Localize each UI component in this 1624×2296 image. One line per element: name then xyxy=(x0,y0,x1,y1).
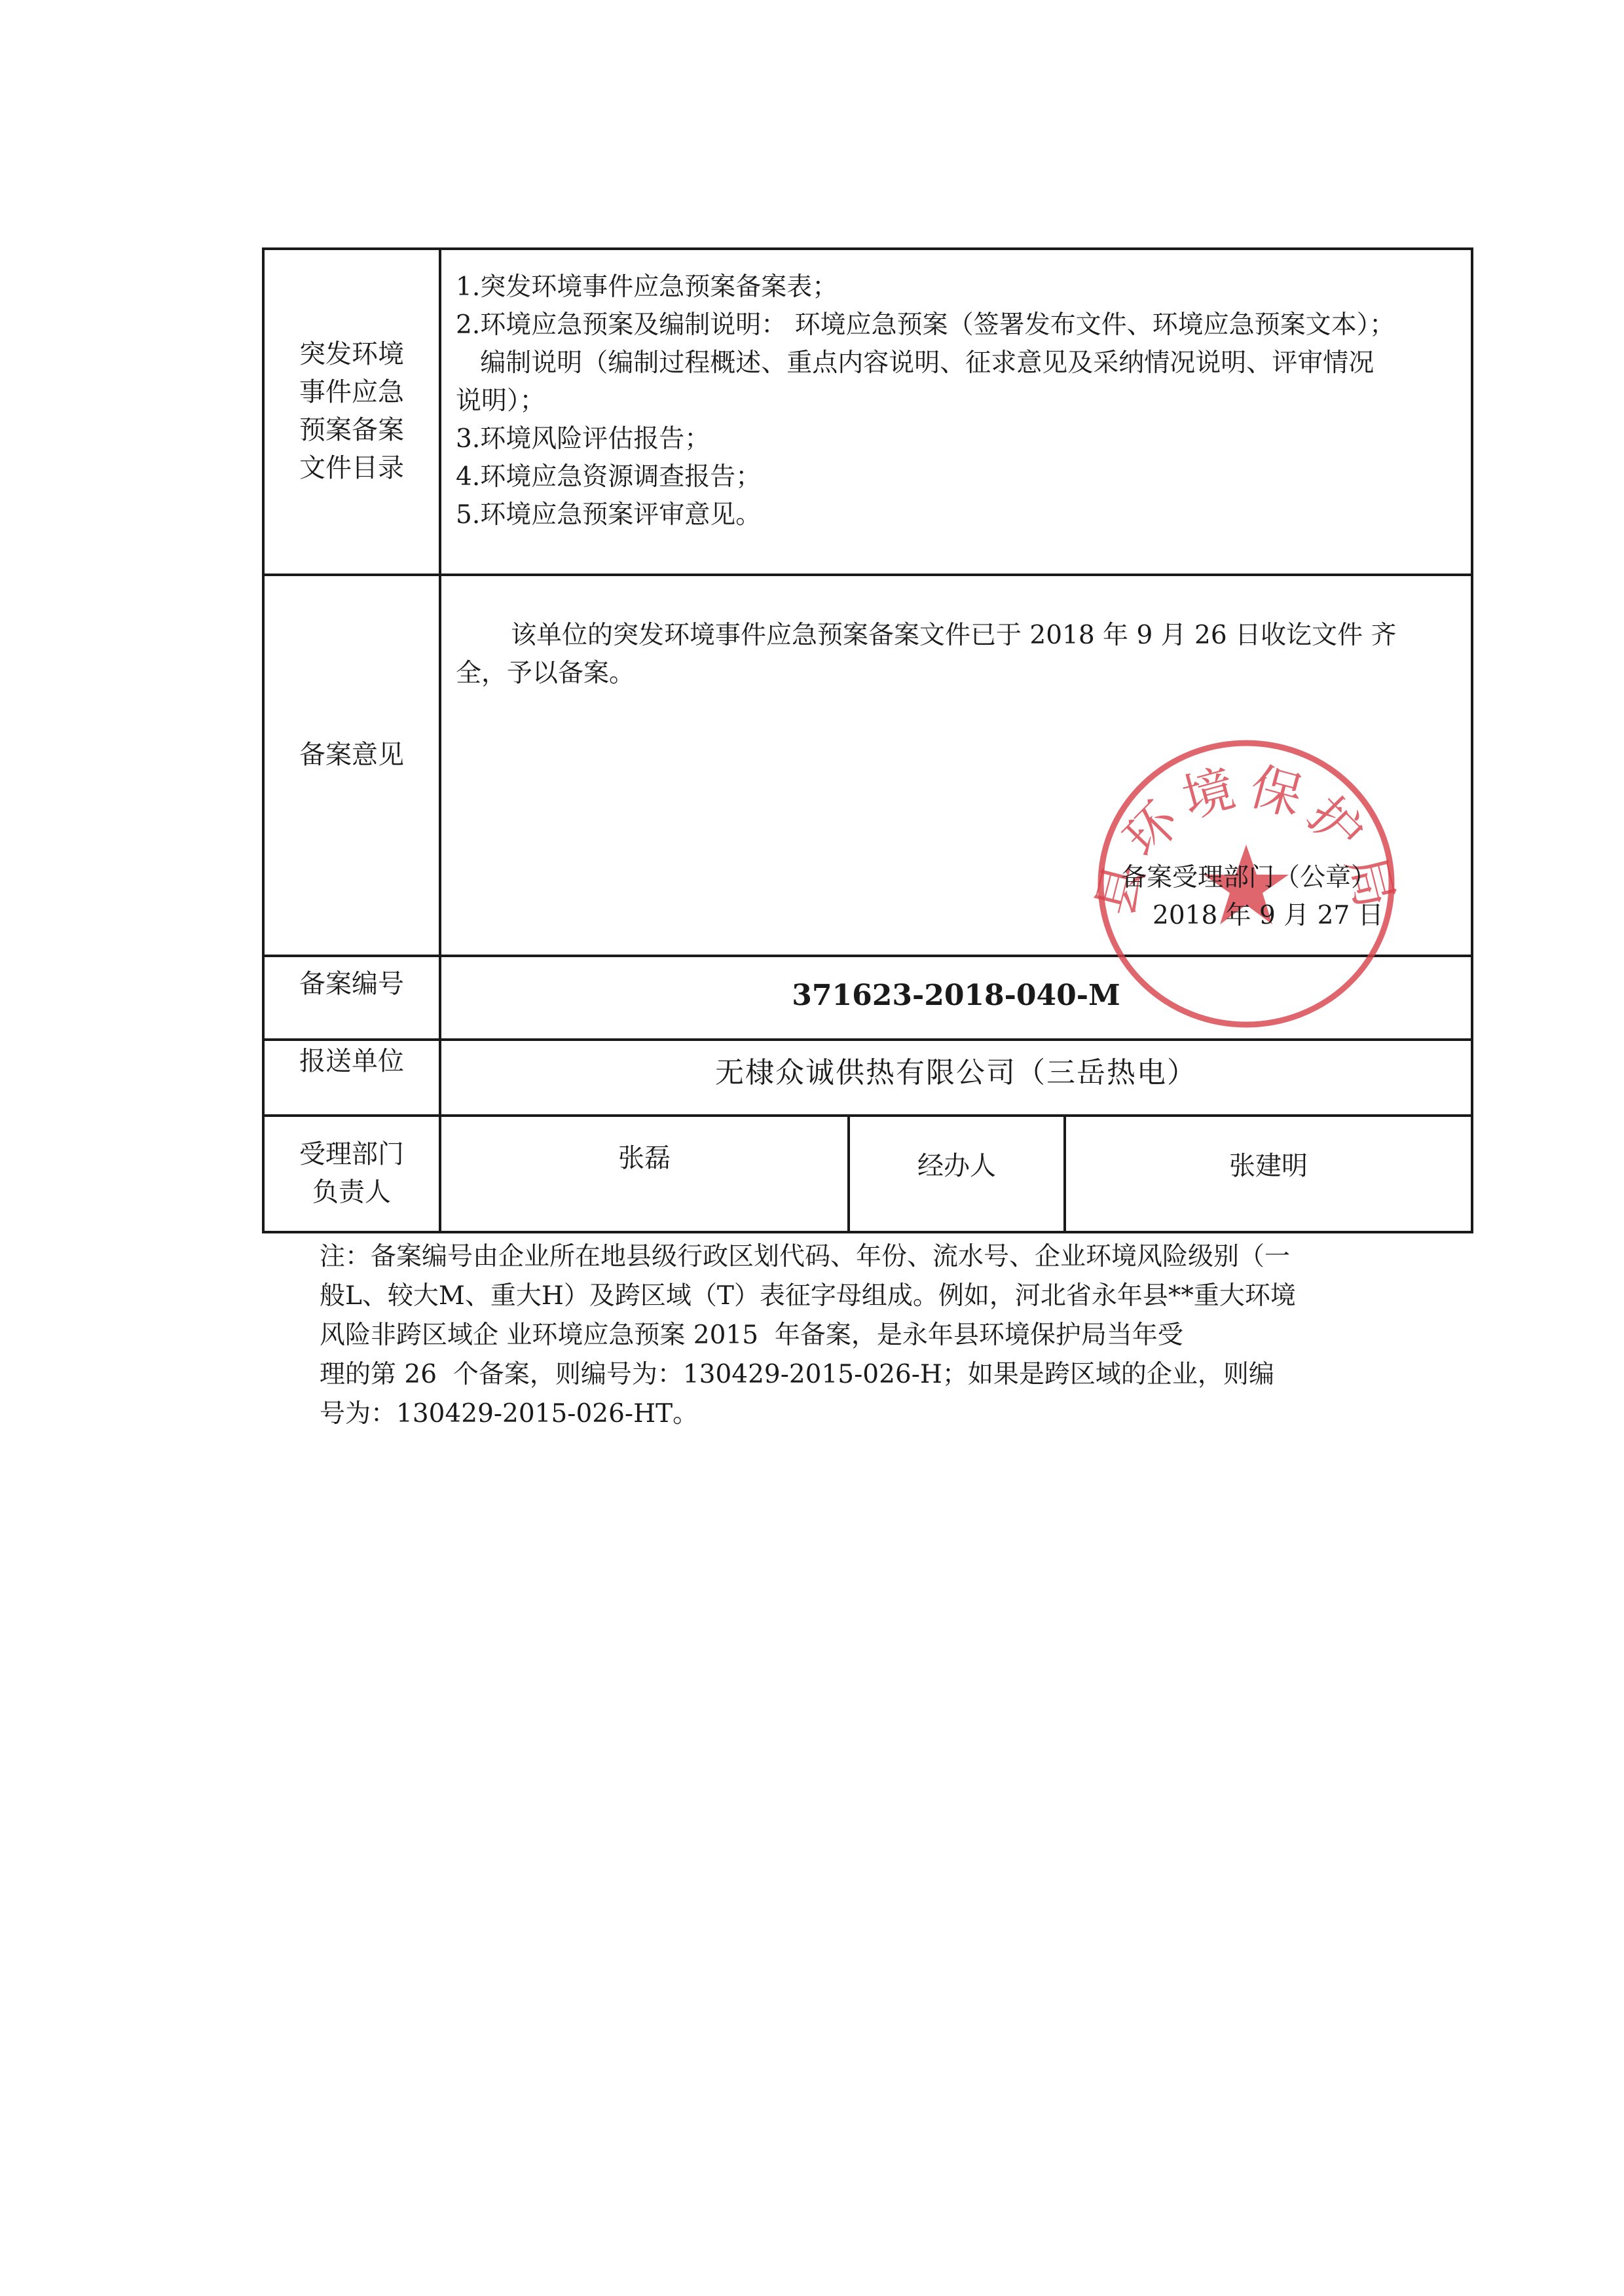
record-number-label: 备案编号 xyxy=(299,969,404,999)
responsible-label-line: 受理部门 xyxy=(299,1139,404,1169)
catalog-item: 3.环境风险评估报告； xyxy=(456,424,710,454)
catalog-label xyxy=(265,335,439,487)
catalog-item: 4.环境应急资源调查报告； xyxy=(456,462,762,492)
catalog-item: 编制说明（编制过程概述、重点内容说明、征求意见及采纳情况说明、评审情况 xyxy=(456,348,1375,378)
responsible-label xyxy=(265,1135,439,1211)
catalog-label-line: 突发环境 xyxy=(299,339,404,369)
opinion-date: 2018 年 9 月 27 日 xyxy=(1153,901,1384,930)
catalog-item: 1.突发环境事件应急预案备案表； xyxy=(456,272,838,302)
table-bottom-border xyxy=(262,1231,1473,1233)
note-line: 理的第 26 个备案，则编号为：130429-2015-026-H；如果是跨区域的企业，则编 xyxy=(320,1360,1274,1389)
note-line: 注：备案编号由企业所在地县级行政区划代码、年份、流水号、企业环境风险级别（一 xyxy=(320,1242,1291,1271)
responsible-label-line: 负责人 xyxy=(312,1177,391,1207)
seal-text: 县环境保护局 xyxy=(1092,757,1400,922)
note-line: 风险非跨区域企 业环境应急预案 2015 年备案，是永年县环境保护局当年受 xyxy=(320,1321,1183,1350)
row-divider-3 xyxy=(262,1038,1473,1041)
submitting-unit-value: 无棣众诚供热有限公司（三岳热电） xyxy=(715,1056,1197,1089)
opinion-label: 备案意见 xyxy=(299,740,404,770)
opinion-text-line: 全，予以备案。 xyxy=(456,659,635,688)
opinion-text-line: 该单位的突发环境事件应急预案备案文件已于 2018 年 9 月 26 日收讫文件 齐 xyxy=(511,621,1397,650)
responsible-name: 张磊 xyxy=(618,1143,671,1173)
catalog-item: 5.环境应急预案评审意见。 xyxy=(456,500,762,530)
note-line: 号为：130429-2015-026-HT。 xyxy=(320,1399,699,1429)
catalog-item: 说明）； xyxy=(456,386,545,416)
handler-name: 张建明 xyxy=(1229,1151,1308,1181)
note-line: 般L、较大M、重大H）及跨区域（T）表征字母组成。例如，河北省永年县**重大环境 xyxy=(320,1281,1296,1311)
table-top-border xyxy=(262,247,1473,250)
record-number-value: 371623-2018-040-M xyxy=(792,979,1120,1012)
handler-label: 经办人 xyxy=(917,1151,996,1181)
catalog-label-line: 文件目录 xyxy=(299,453,404,483)
opinion-signature: 备案受理部门（公章） xyxy=(1121,863,1377,892)
row-divider-4 xyxy=(262,1114,1473,1117)
catalog-item: 2.环境应急预案及编制说明： 环境应急预案（签署发布文件、环境应急预案文本）； xyxy=(456,310,1395,340)
submitting-unit-label: 报送单位 xyxy=(299,1046,404,1076)
catalog-label-line: 预案备案 xyxy=(299,415,404,445)
row-divider-1 xyxy=(262,574,1473,576)
catalog-label-line: 事件应急 xyxy=(299,377,404,407)
table-right-border xyxy=(1471,247,1473,1233)
